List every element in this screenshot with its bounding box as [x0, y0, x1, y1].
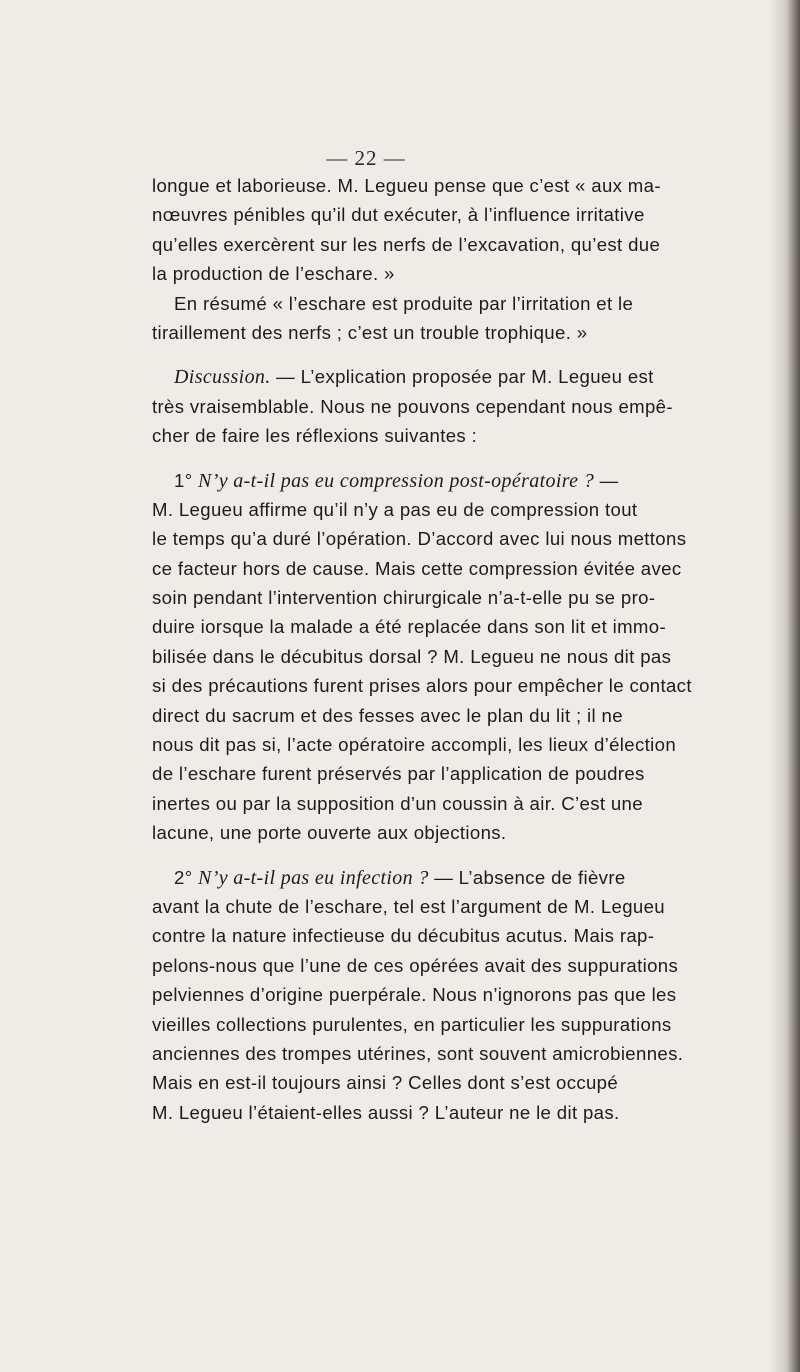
- text-line: Mais en est-il toujours ainsi ? Celles dont s’est occupé: [152, 1072, 619, 1094]
- text-line: En résumé « l’eschare est produite par l’irritation et le: [174, 292, 634, 314]
- text-line: le temps qu’a duré l’opération. D’accord avec lui nous mettons: [152, 528, 687, 550]
- text-line: inertes ou par la supposition d’un coussin à air. C’est une: [152, 792, 643, 814]
- text-line: contre la nature infectieuse du décubitus acutus. Mais rap-: [152, 925, 655, 947]
- discussion-paragraph-start: [152, 362, 762, 391]
- text-line: nœuvres pénibles qu’il dut exécuter, à l’influence irritative: [152, 204, 645, 226]
- text-line: avant la chute de l’eschare, tel est l’argument de M. Legueu: [152, 895, 665, 917]
- text-line: qu’elles exercèrent sur les nerfs de l’excavation, qu’est due: [152, 233, 661, 255]
- question-2-heading: [152, 863, 762, 892]
- text-line: direct du sacrum et des fesses avec le plan du lit ; il ne: [152, 704, 623, 726]
- text-line: soin pendant l’intervention chirurgicale n’a-t-elle pu se pro-: [152, 587, 656, 609]
- text-line: lacune, une porte ouverte aux objections.: [152, 822, 507, 844]
- question-1-dash: —: [599, 469, 619, 491]
- text-line: très vraisemblable. Nous ne pouvons cependant nous empê-: [152, 395, 673, 417]
- question-2-number: 2°: [174, 866, 193, 888]
- text-line: vieilles collections purulentes, en particulier les suppurations: [152, 1013, 672, 1035]
- page-number: — 22 —: [326, 146, 406, 170]
- text-line: pelviennes d’origine puerpérale. Nous n’ignorons pas que les: [152, 984, 677, 1006]
- question-1-heading: [152, 466, 762, 495]
- text-line: pelons-nous que l’une de ces opérées avait des suppurations: [152, 954, 679, 976]
- text-line: duire iorsque la malade a été replacée dans son lit et immo-: [152, 616, 666, 638]
- body-text: [152, 171, 762, 1127]
- text-line: M. Legueu l’étaient-elles aussi ? L’auteur ne le dit pas.: [152, 1101, 620, 1123]
- text-line: la production de l’eschare. »: [152, 263, 395, 285]
- text-line: longue et laborieuse. M. Legueu pense que c’est « aux ma-: [152, 175, 661, 196]
- question-2-title: N’y a-t-il pas eu infection ?: [198, 866, 429, 889]
- text-line: M. Legueu affirme qu’il n’y a pas eu de compression tout: [152, 498, 638, 520]
- question-1-title: N’y a-t-il pas eu compression post-opératoire ?: [198, 469, 595, 492]
- text-line: de l’eschare furent préservés par l’application de poudres: [152, 763, 645, 785]
- text-line: nous dit pas si, l’acte opératoire accompli, les lieux d’élection: [152, 734, 677, 756]
- text-line: cher de faire les réflexions suivantes :: [152, 425, 478, 447]
- question-1-number: 1°: [174, 469, 193, 491]
- text-line: ce facteur hors de cause. Mais cette compression évitée avec: [152, 557, 682, 579]
- text-line: anciennes des trompes utérines, sont souvent amicrobiennes.: [152, 1042, 684, 1064]
- page-edge-shadow: [770, 0, 800, 1372]
- text-line: si des précautions furent prises alors pour empêcher le contact: [152, 675, 692, 697]
- text-line: — L’explication proposée par M. Legueu est: [276, 366, 654, 388]
- discussion-heading: Discussion.: [174, 366, 271, 389]
- text-line: bilisée dans le décubitus dorsal ? M. Legueu ne nous dit pas: [152, 645, 672, 667]
- text-line: tiraillement des nerfs ; c’est un trouble trophique. »: [152, 321, 588, 343]
- text-line: — L’absence de fièvre: [434, 866, 626, 888]
